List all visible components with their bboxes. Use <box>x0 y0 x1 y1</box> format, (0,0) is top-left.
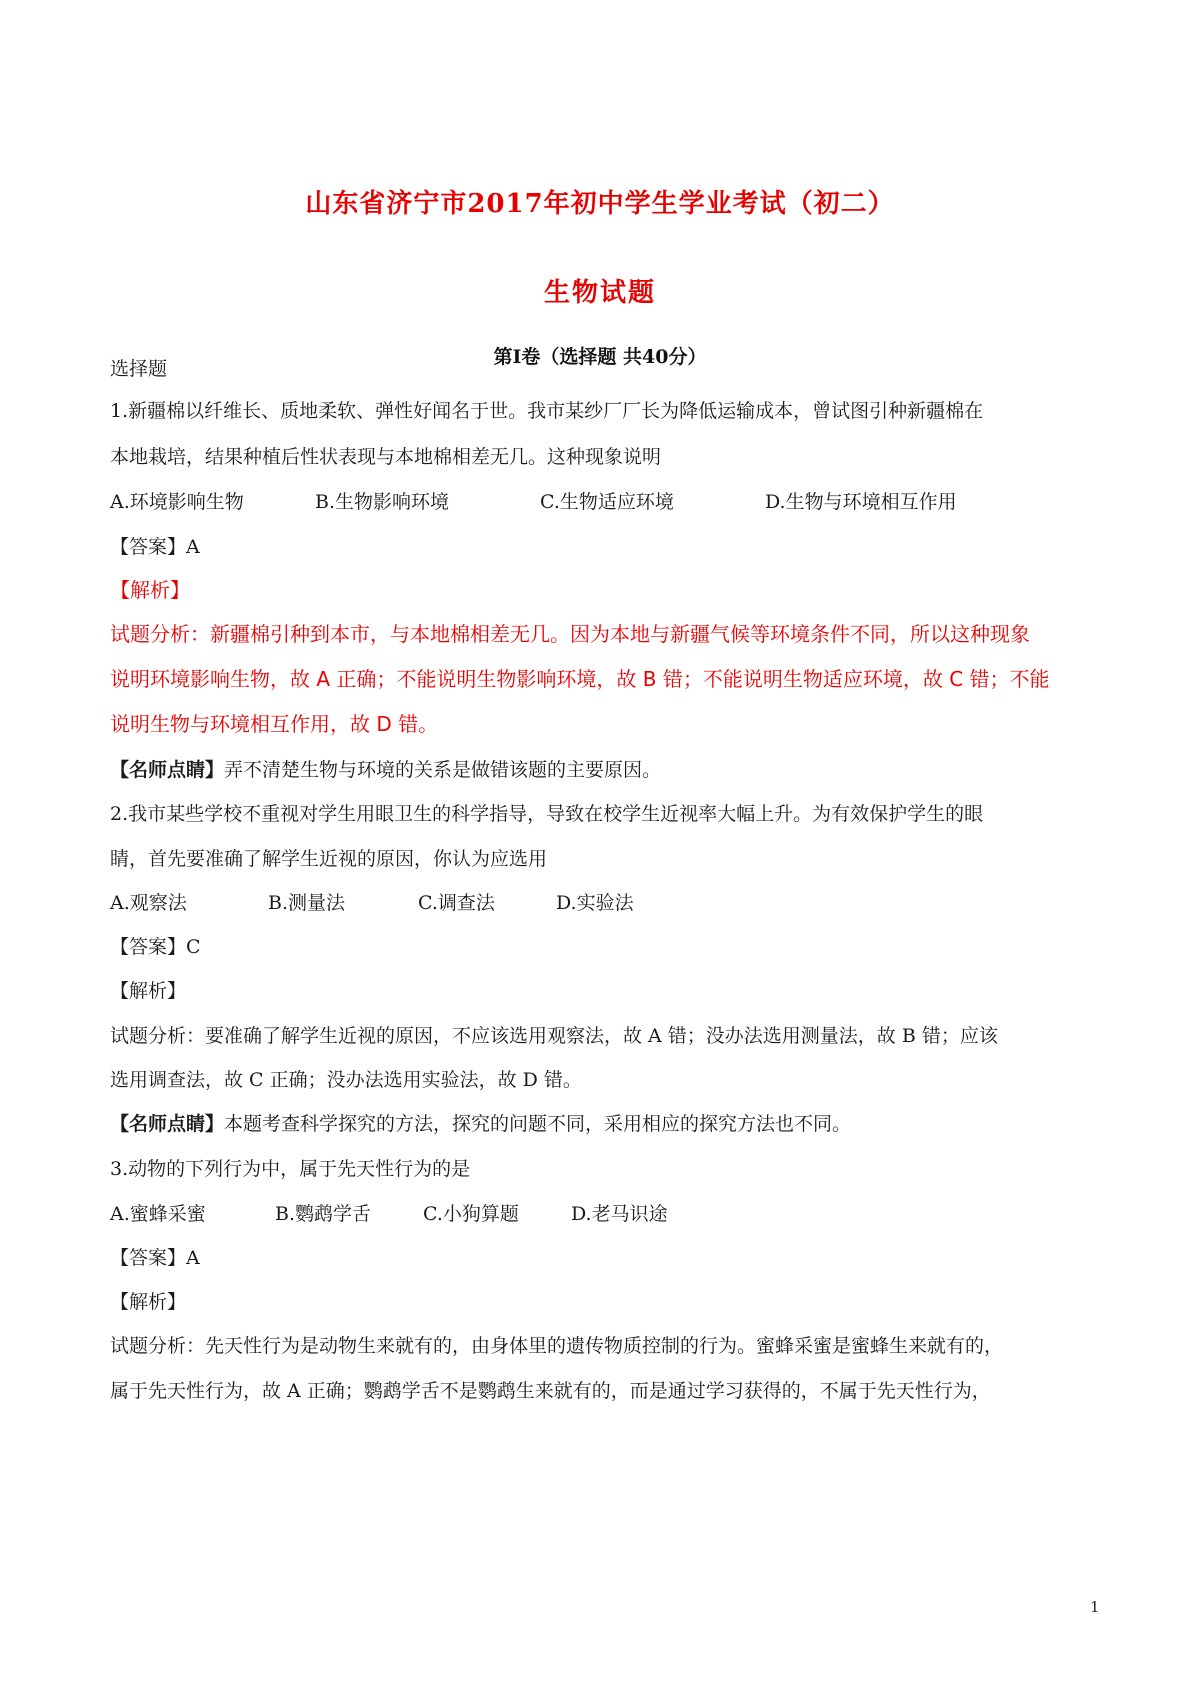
section-heading: 第Ⅰ卷（选择题 共40分） <box>493 346 707 368</box>
q2-option-b: B.测量法 <box>268 892 346 914</box>
q2-option-a: A.观察法 <box>110 892 187 914</box>
q1-answer: 【答案】A <box>110 536 200 558</box>
q1-option-a: A.环境影响生物 <box>110 491 244 513</box>
q3-option-d: D.老马识途 <box>571 1203 668 1225</box>
q3-options <box>110 1200 1105 1228</box>
q1-analysis-label: 【解析】 <box>110 578 190 602</box>
q3-option-b: B.鹦鹉学舌 <box>275 1203 372 1225</box>
q2-option-c: C.调查法 <box>418 892 495 914</box>
q2-tip <box>110 1110 1105 1138</box>
q2-stem-line-2: 睛，首先要准确了解学生近视的原因，你认为应选用 <box>110 848 548 870</box>
q1-option-b: B.生物影响环境 <box>315 491 450 513</box>
q3-analysis-line-2: 属于先天性行为，故 A 正确；鹦鹉学舌不是鹦鹉生来就有的，而是通过学习获得的，不属于先天性行为， <box>110 1380 991 1402</box>
q1-analysis-line-1: 试题分析：新疆棉引种到本市，与本地棉相差无几。因为本地与新疆气候等环境条件不同，所以这种现象 <box>110 622 1030 646</box>
q1-option-c: C.生物适应环境 <box>540 491 674 513</box>
document-title: 山东省济宁市2017年初中学生学业考试（初二） <box>305 189 895 219</box>
document-subtitle: 生物试题 <box>543 278 656 308</box>
q3-option-c: C.小狗算题 <box>423 1203 519 1225</box>
section-type: 选择题 <box>110 358 168 380</box>
q2-tip-text: 本题考查科学探究的方法，探究的问题不同，采用相应的探究方法也不同。 <box>224 1113 852 1135</box>
q1-tip-text: 弄不清楚生物与环境的关系是做错该题的主要原因。 <box>224 759 662 781</box>
q2-options <box>110 889 1105 917</box>
q2-stem-line-1: 2.我市某些学校不重视对学生用眼卫生的科学指导，导致在校学生近视率大幅上升。为有效保护学生的眼 <box>110 803 984 825</box>
q2-analysis-label: 【解析】 <box>110 980 187 1002</box>
q3-option-a: A.蜜蜂采蜜 <box>110 1203 206 1225</box>
q1-analysis-line-3: 说明生物与环境相互作用，故 D 错。 <box>110 712 439 736</box>
q2-tip-label: 【名师点睛】 <box>110 1113 225 1135</box>
q1-analysis-line-2: 说明环境影响生物，故 A 正确；不能说明生物影响环境，故 B 错；不能说明生物适应环境，故 C 错；不能 <box>110 667 1050 691</box>
page-number: 1 <box>1090 1598 1100 1616</box>
q1-stem-line-1: 1.新疆棉以纤维长、质地柔软、弹性好闻名于世。我市某纱厂厂长为降低运输成本，曾试图引种新疆棉在 <box>110 400 984 422</box>
q3-stem-line-1: 3.动物的下列行为中，属于先天性行为的是 <box>110 1158 471 1180</box>
q3-analysis-line-1: 试题分析：先天性行为是动物生来就有的，由身体里的遗传物质控制的行为。蜜蜂采蜜是蜜蜂生来就有的， <box>110 1335 1004 1357</box>
q2-analysis-line-2: 选用调查法，故 C 正确；没办法选用实验法，故 D 错。 <box>110 1069 582 1091</box>
q1-tip <box>110 756 1105 784</box>
q2-option-d: D.实验法 <box>556 892 634 914</box>
q3-analysis-label: 【解析】 <box>110 1291 187 1313</box>
q1-stem-line-2: 本地栽培，结果种植后性状表现与本地棉相差无几。这种现象说明 <box>110 446 662 468</box>
q2-answer: 【答案】C <box>110 936 201 958</box>
q1-option-d: D.生物与环境相互作用 <box>765 491 957 513</box>
q3-answer: 【答案】A <box>110 1247 200 1269</box>
q2-analysis-line-1: 试题分析：要准确了解学生近视的原因，不应该选用观察法，故 A 错；没办法选用测量法，故 B 错；应该 <box>110 1025 998 1047</box>
q1-tip-label: 【名师点睛】 <box>110 759 225 781</box>
q1-options <box>110 488 1105 516</box>
